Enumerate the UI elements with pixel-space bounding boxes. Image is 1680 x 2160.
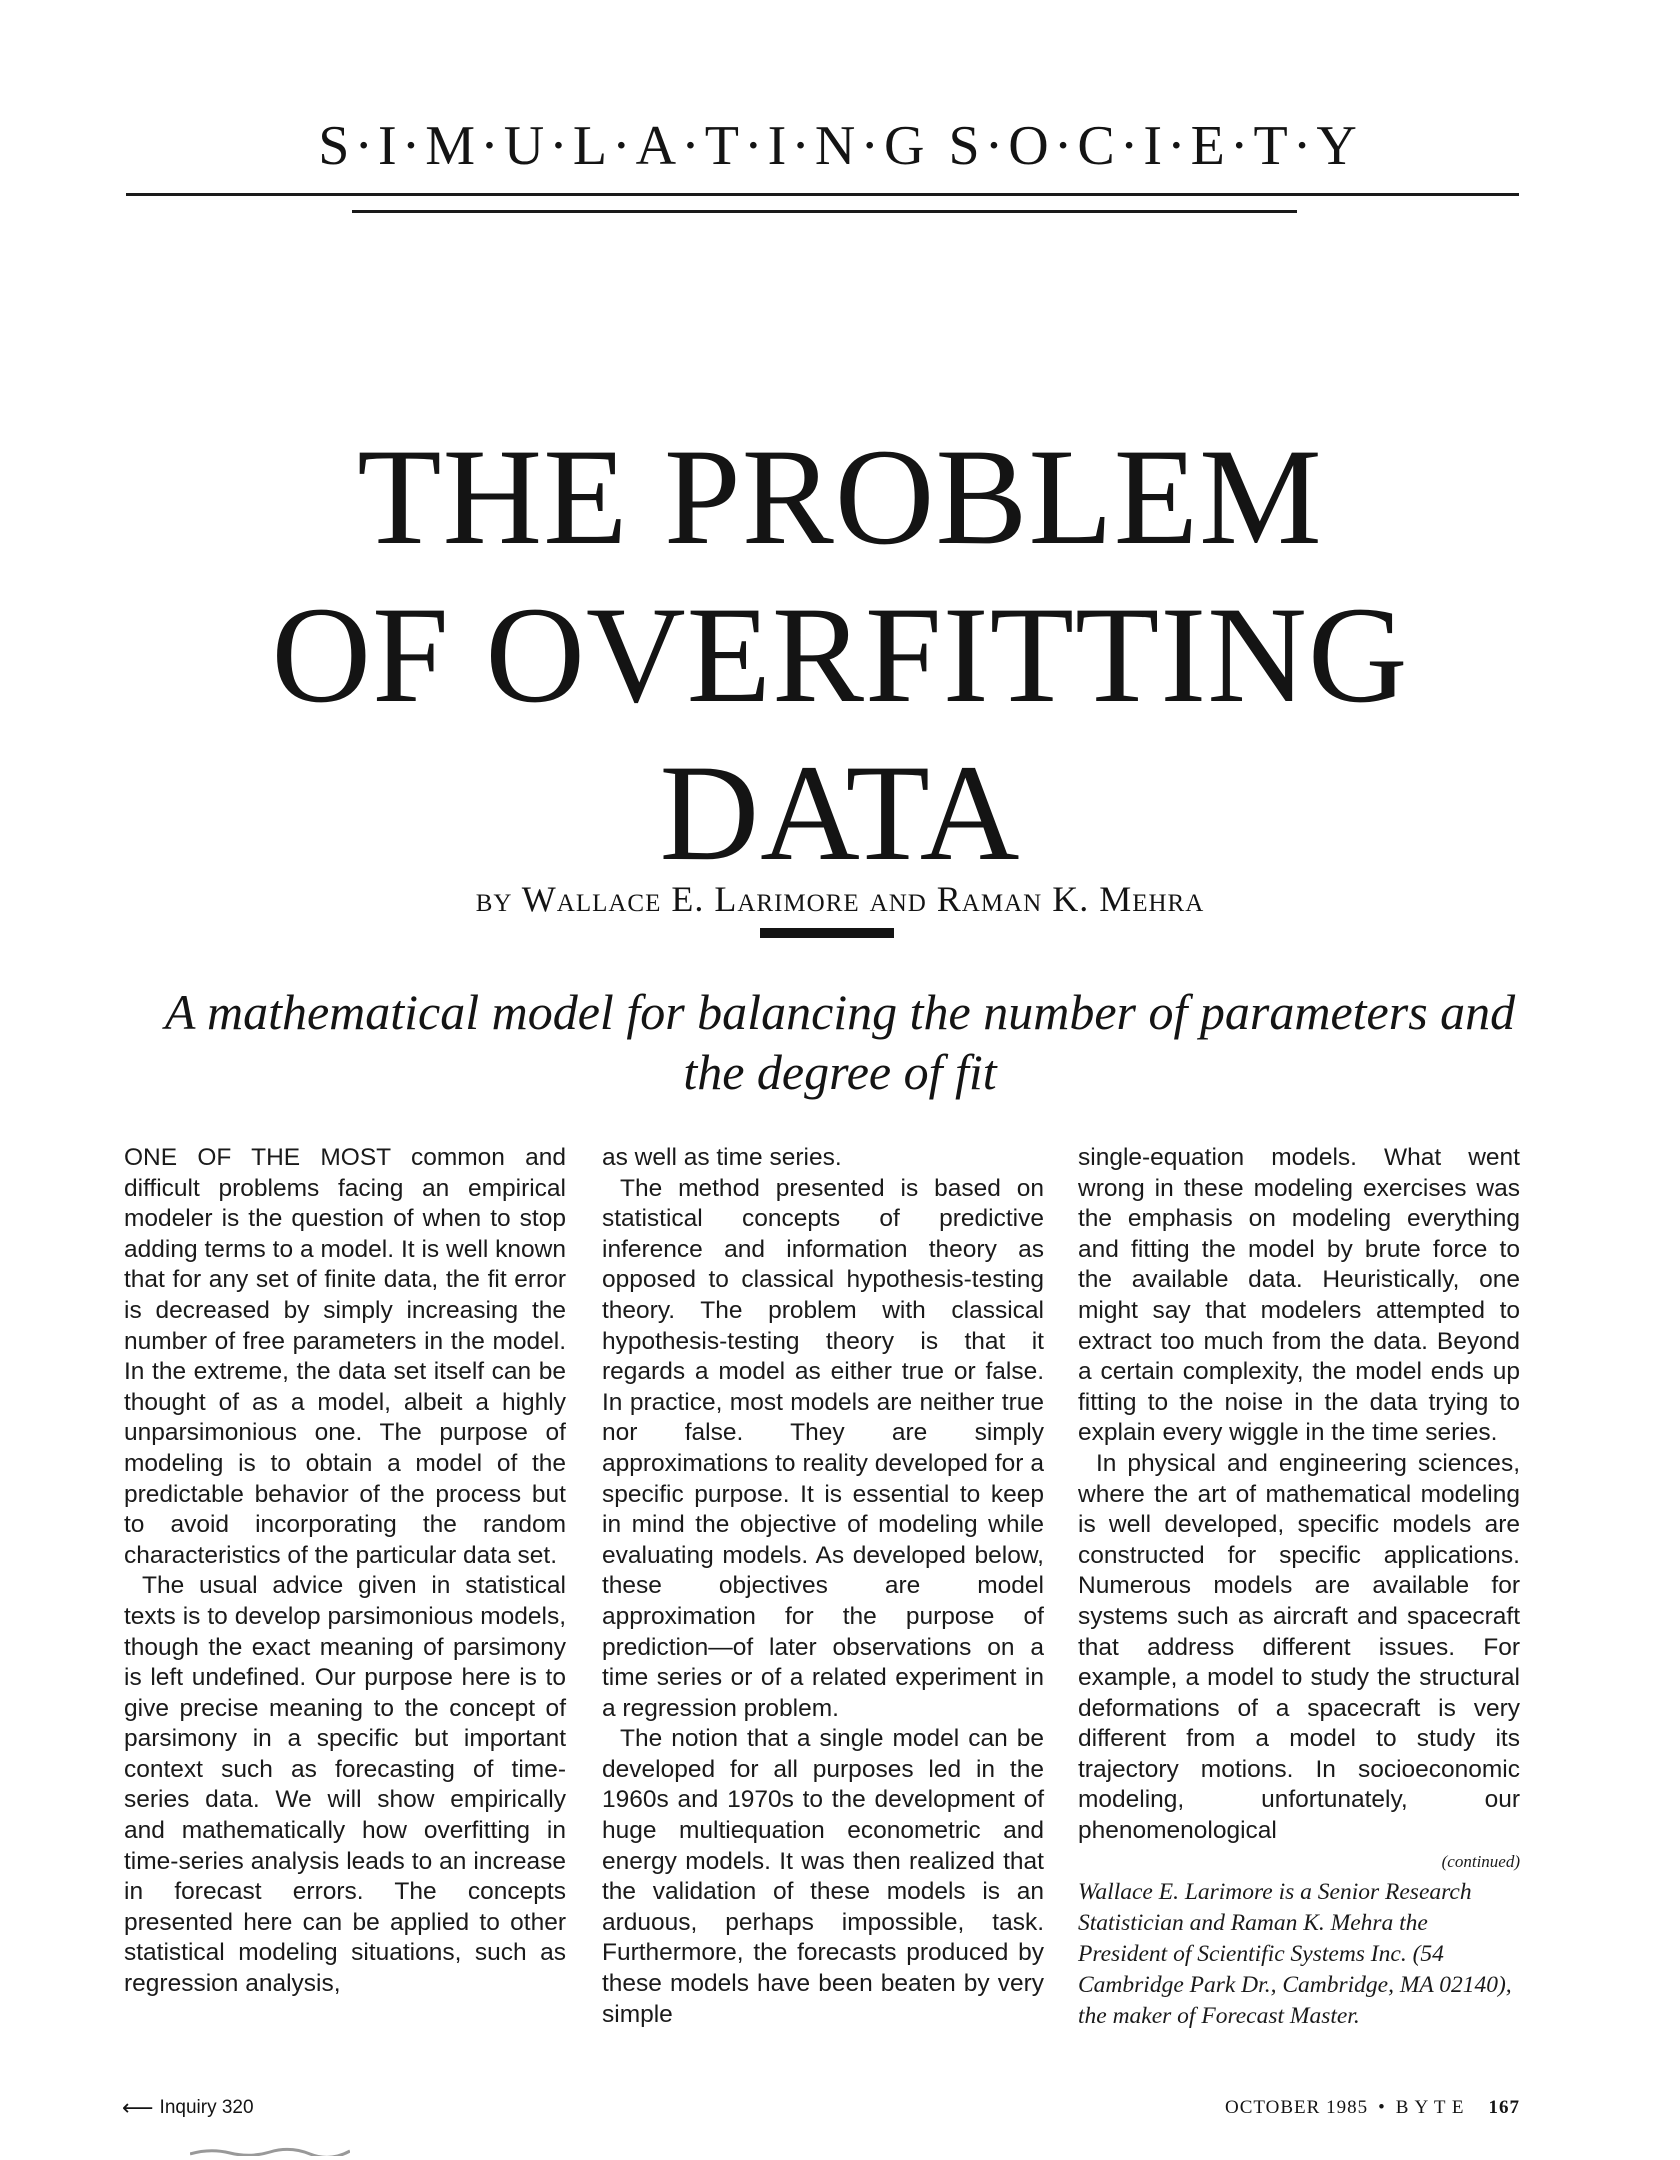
page-number: 167 bbox=[1488, 2097, 1520, 2118]
inquiry-label: Inquiry 320 bbox=[159, 2097, 254, 2118]
footer-inquiry bbox=[122, 2097, 254, 2119]
byline: by Wallace E. Larimore and Raman K. Mehra bbox=[475, 879, 1205, 919]
header-rule-bottom bbox=[352, 210, 1297, 213]
bullet-icon: • bbox=[1378, 2097, 1386, 2118]
footer-folio bbox=[1225, 2097, 1520, 2119]
byline-bar bbox=[760, 928, 894, 938]
paragraph: ONE OF THE MOST common and difficult problems facing an empirical modeler is the question of when to stop adding terms to a model. It is well known that for any set of finite data, the fit error is decreased by simply increasing the number of free parameters in the model. In the extreme, the data set itself can be thought of as a model, albeit a highly unparsimonious one. The purpose of modeling is to obtain a model of the predictable behavior of the process but to avoid incorporating the random characteristics of the particular data set. bbox=[124, 1144, 566, 1569]
section-head: S·I·M·U·L·A·T·I·N·G S·O·C·I·E·T·Y bbox=[318, 115, 1362, 177]
continued-label: (continued) bbox=[1441, 1851, 1520, 1871]
column-3 bbox=[1078, 1143, 1520, 2032]
issue-date: OCTOBER 1985 bbox=[1224, 2097, 1369, 2118]
paragraph: The notion that a single model can be developed for all purposes led in the 1960s and 1970s to the development of huge multiequation econometric and energy models. It was then realized that the validation of these models is an arduous, perhaps impossible, task. Furthermore, the forecasts produced by these models have been beaten by very simple bbox=[602, 1725, 1044, 2028]
paragraph: The method presented is based on statistical concepts of predictive inference and information theory as opposed to classical hypothesis-testing theory. The problem with classical hypothesis-testing theory is that it regards a model as either true or false. In practice, most models are neither true nor false. They are simply approximations to reality developed for a specific purpose. It is essential to keep in mind the objective of modeling while evaluating models. As developed below, these objectives are model approximation for the purpose of prediction—of later observations on a time series or of a related experiment in a regression problem. bbox=[602, 1174, 1044, 1722]
title-line-1: THE PROBLEM bbox=[357, 420, 1323, 573]
author-bio: Wallace E. Larimore is a Senior Research Statistician and Raman K. Mehra the President of Scientific Systems Inc. (54 Cambridge Park Dr., Cambridge, MA 02140), the maker of Forecast Master. bbox=[1078, 1878, 1512, 2029]
title-line-2: OF OVERFITTING bbox=[271, 578, 1409, 731]
column-2 bbox=[602, 1143, 1044, 2030]
arrow-left-icon: ⟵ bbox=[122, 2095, 154, 2120]
scan-smudge bbox=[190, 2146, 350, 2156]
paragraph: single-equation models. What went wrong in these modeling exercises was the emphasis on modeling everything and fitting the model by brute force to the available data. Heuristically, one might say that modelers attempted to extract too much from the data. Beyond a certain complexity, the model ends up fitting to the noise in the data trying to explain every wiggle in the time series. bbox=[1078, 1144, 1520, 1447]
article-title bbox=[0, 418, 1680, 892]
column-1 bbox=[124, 1143, 566, 2000]
deck-subtitle: A mathematical model for balancing the number of parameters and the degree of fit bbox=[164, 984, 1516, 1100]
header-rule-top bbox=[126, 193, 1519, 196]
title-line-3: DATA bbox=[659, 736, 1021, 889]
paragraph: as well as time series. bbox=[602, 1144, 842, 1171]
magazine-name: B Y T E bbox=[1395, 2097, 1465, 2118]
paragraph: In physical and engineering sciences, where the art of mathematical modeling is well developed, specific models are constructed for specific applications. Numerous models are available for systems such as aircraft and spacecraft that address different issues. For example, a model to study the structural deformations of a spacecraft is very different from a model to study its trajectory motions. In socioeconomic modeling, unfortunately, our phenomenological bbox=[1078, 1449, 1520, 1845]
paragraph: The usual advice given in statistical texts is to develop parsimonious models, though the exact meaning of parsimony is left undefined. Our purpose here is to give precise meaning to the concept of parsimony in a specific but important context such as forecasting of time-series data. We will show empirically and mathematically how overfitting in time-series analysis leads to an increase in forecast errors. The concepts presented here can be applied to other statistical modeling situations, such as regression analysis, bbox=[124, 1572, 566, 1998]
